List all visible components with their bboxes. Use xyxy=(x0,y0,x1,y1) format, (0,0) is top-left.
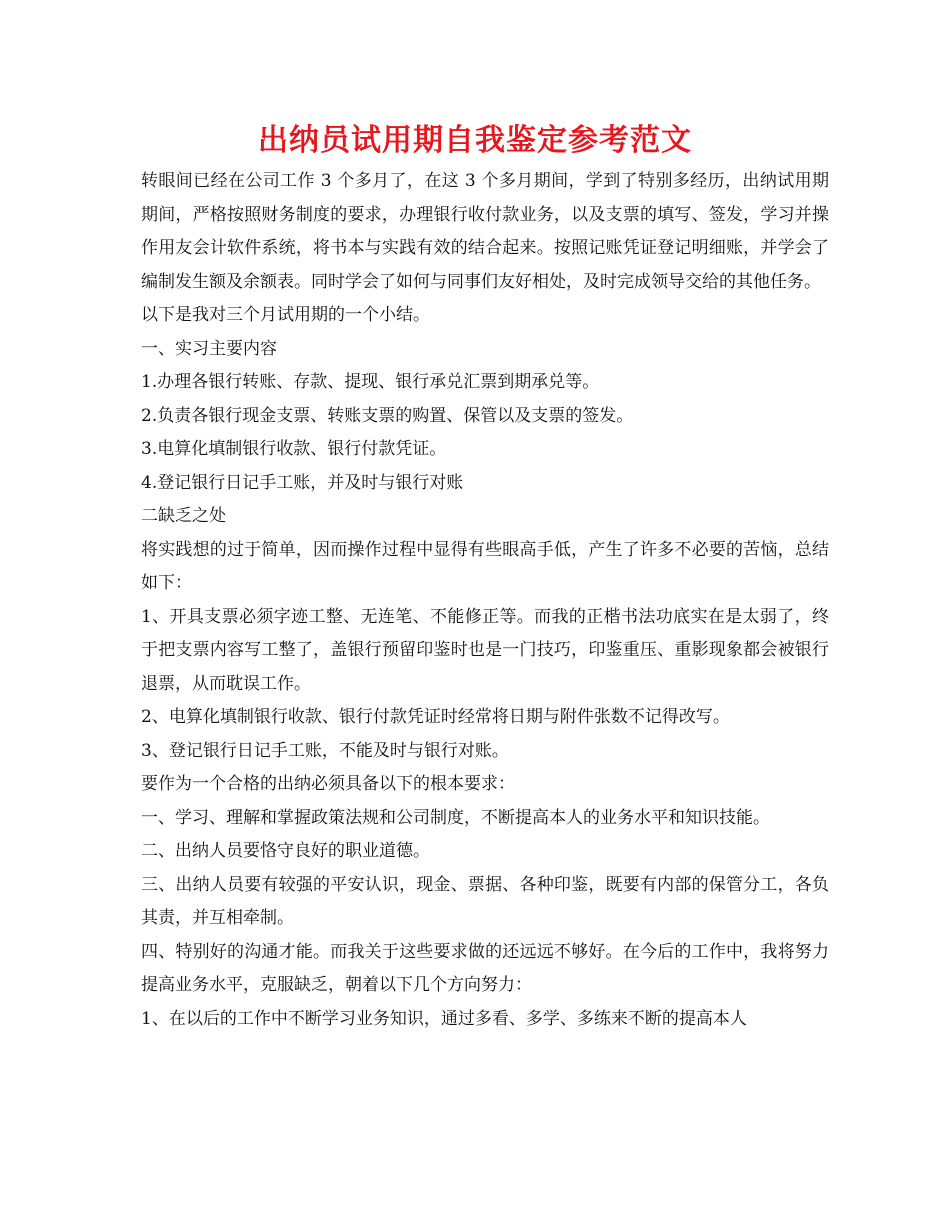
paragraph-requirements-intro: 要作为一个合格的出纳必须具备以下的根本要求： xyxy=(141,774,515,794)
list-item: 三、出纳人员要有较强的平安认识，现金、票据、各种印鉴，既要有内部的保管分工，各负其责，并互相牵制。 xyxy=(141,874,829,928)
list-item: 二、出纳人员要恪守良好的职业道德。 xyxy=(141,841,430,861)
list-item: 1、开具支票必须字迹工整、无连笔、不能修正等。而我的正楷书法功底实在是太弱了，终于把支票内容写工整了，盖银行预留印鉴时也是一门技巧，印鉴重压、重影现象都会被银行退票，从而耽误工作。 xyxy=(141,606,829,694)
list-item: 3、登记银行日记手工账，不能及时与银行对账。 xyxy=(141,740,509,761)
document-body xyxy=(141,165,829,1036)
section-heading-shortcomings: 二缺乏之处 xyxy=(141,506,226,526)
list-item: 2.负责各银行现金支票、转账支票的购置、保管以及支票的签发。 xyxy=(141,405,634,426)
section-heading-main-content: 一、实习主要内容 xyxy=(141,338,277,359)
document-title: 出纳员试用期自我鉴定参考范文 xyxy=(258,123,692,158)
list-item: 一、学习、理解和掌握政策法规和公司制度，不断提高本人的业务水平和知识技能。 xyxy=(141,807,770,828)
paragraph-shortcomings-intro: 将实践想的过于简单，因而操作过程中显得有些眼高手低，产生了许多不必要的苦恼，总结如下： xyxy=(141,539,829,593)
list-item: 2、电算化填制银行收款、银行付款凭证时经常将日期与附件张数不记得改写。 xyxy=(141,707,730,727)
paragraph-summary-intro: 以下是我对三个月试用期的一个小结。 xyxy=(141,305,430,325)
list-item: 4.登记银行日记手工账，并及时与银行对账 xyxy=(141,472,464,493)
list-item: 1、在以后的工作中不断学习业务知识，通过多看、多学、多练来不断的提高本人 xyxy=(141,1008,747,1029)
list-item: 四、特别好的沟通才能。而我关于这些要求做的还远远不够好。在今后的工作中，我将努力提高业务水平，克服缺乏，朝着以下几个方向努力： xyxy=(141,941,829,995)
list-item: 1.办理各银行转账、存款、提现、银行承兑汇票到期承兑等。 xyxy=(141,372,600,392)
list-item: 3.电算化填制银行收款、银行付款凭证。 xyxy=(141,439,447,459)
paragraph-intro: 转眼间已经在公司工作 3 个多月了，在这 3 个多月期间，学到了特别多经历，出纳试用期期间，严格按照财务制度的要求，办理银行收付款业务，以及支票的填写、签发，学习并操作用友会计软件系统，将书本与实践有效的结合起来。按照记账凭证登记明细账，并学会了编制发生额及余额表。同时学会了如何与同事们友好相处，及时完成领导交给的其他任务。 xyxy=(141,171,829,292)
